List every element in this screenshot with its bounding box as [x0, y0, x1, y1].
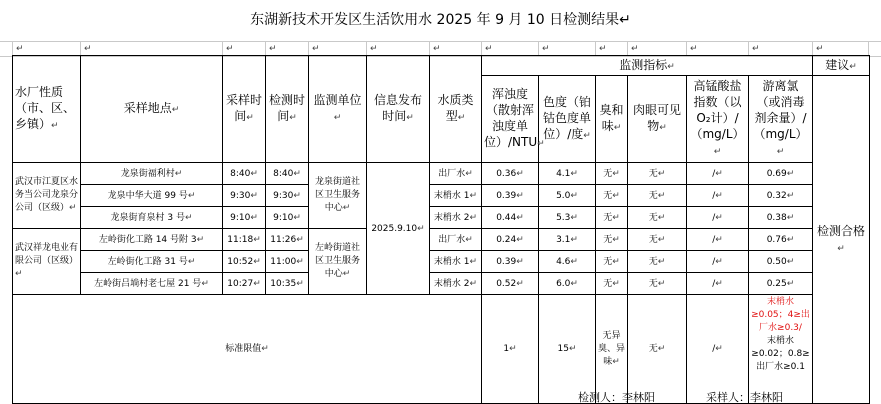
odor-value: 无↵: [596, 251, 628, 273]
standard-color: 15↵: [539, 295, 596, 404]
table-row: [13, 163, 870, 185]
sampling-site: 左岭街吕埫村老七屋 21 号↵: [81, 273, 223, 295]
cod-value: /↵: [687, 251, 749, 273]
water-type: 末梢水 1↵: [430, 251, 482, 273]
color-value: 3.1↵: [539, 229, 596, 251]
color-value: 5.3↵: [539, 207, 596, 229]
color-value: 6.0↵: [539, 273, 596, 295]
visible-value: 无↵: [628, 229, 687, 251]
visible-value: 无↵: [628, 185, 687, 207]
water-type: 出厂水↵: [430, 229, 482, 251]
header-suggestion: 建议↵: [813, 56, 870, 76]
odor-value: 无↵: [596, 163, 628, 185]
odor-value: 无↵: [596, 207, 628, 229]
header-water-type: 水质类型↵: [430, 56, 482, 163]
header-odor: 臭和味↵: [596, 76, 628, 163]
chlorine-value: 0.76↵: [749, 229, 813, 251]
turbidity-value: 0.39↵: [482, 185, 539, 207]
cod-value: /↵: [687, 185, 749, 207]
sampling-time: 8:40↵: [223, 163, 266, 185]
turbidity-value: 0.24↵: [482, 229, 539, 251]
sampling-site: 龙泉中华大道 99 号↵: [81, 185, 223, 207]
header-sampling-time: 采样时间↵: [223, 56, 266, 163]
header-color: 色度（铂钴色度单位）/度↵: [539, 76, 596, 163]
sampling-time: 10:52↵: [223, 251, 266, 273]
header-chlorine: 游离氯（或消毒剂余量）/（mg/L）↵: [749, 76, 813, 163]
sampling-time: 11:18↵: [223, 229, 266, 251]
testing-time: 9:30↵: [266, 185, 309, 207]
header-publish-time: 信息发布时间↵: [367, 56, 430, 163]
odor-value: 无↵: [596, 229, 628, 251]
table-row: [13, 185, 870, 207]
document-title: 东湖新技术开发区生活饮用水 2025 年 9 月 10 日检测结果↵: [250, 12, 631, 28]
sampling-site: 龙泉街福利村↵: [81, 163, 223, 185]
turbidity-value: 0.52↵: [482, 273, 539, 295]
table-row: [13, 207, 870, 229]
sampling-site: 左岭街化工路 14 号附 3↵: [81, 229, 223, 251]
visible-value: 无↵: [628, 163, 687, 185]
suggestion-value: 检测合格↵: [813, 76, 870, 404]
cod-value: /↵: [687, 273, 749, 295]
water-type: 末梢水 1↵: [430, 185, 482, 207]
water-type: 末梢水 2↵: [430, 273, 482, 295]
header-plant-nature: 水厂性质（市、区、乡镇）↵: [13, 56, 81, 163]
color-value: 4.1↵: [539, 163, 596, 185]
header-turbidity: 浑浊度（散射浑浊度单位）/NTU↵: [482, 76, 539, 163]
plant-name: 武汉祥龙电业有限公司（区级）↵: [13, 229, 81, 295]
visible-value: 无↵: [628, 273, 687, 295]
chlorine-value: 0.25↵: [749, 273, 813, 295]
cod-value: /↵: [687, 207, 749, 229]
table-row: [13, 229, 870, 251]
testing-time: 10:35↵: [266, 273, 309, 295]
water-quality-table: [12, 55, 870, 404]
turbidity-value: 0.44↵: [482, 207, 539, 229]
water-type: 末梢水 2↵: [430, 207, 482, 229]
chlorine-value: 0.69↵: [749, 163, 813, 185]
header-visible: 肉眼可见物↵: [628, 76, 687, 163]
odor-value: 无↵: [596, 273, 628, 295]
color-value: 5.0↵: [539, 185, 596, 207]
water-type: 出厂水↵: [430, 163, 482, 185]
standard-cod: /↵: [687, 295, 749, 404]
cod-value: /↵: [687, 163, 749, 185]
sampling-site: 左岭街化工路 31 号↵: [81, 251, 223, 273]
standard-chlorine-black: 末梢水≥0.02；0.8≥出厂水≥0.1: [751, 336, 810, 372]
header-indicators-group: 监测指标↵: [482, 56, 813, 76]
chlorine-value: 0.50↵: [749, 251, 813, 273]
testing-time: 11:26↵: [266, 229, 309, 251]
standard-turbidity: 1↵: [482, 295, 539, 404]
standard-chlorine-red: 末梢水≥0.05；4≥出厂水≥0.3/: [751, 297, 810, 333]
odor-value: 无↵: [596, 185, 628, 207]
publish-date: 2025.9.10↵: [367, 163, 430, 295]
testing-time: 11:00↵: [266, 251, 309, 273]
sampling-time: 9:30↵: [223, 185, 266, 207]
testing-time: 9:10↵: [266, 207, 309, 229]
color-value: 4.6↵: [539, 251, 596, 273]
header-sampling-site: 采样地点↵: [81, 56, 223, 163]
visible-value: 无↵: [628, 207, 687, 229]
standard-limit-label: 标准限值↵: [13, 295, 482, 404]
sampling-time: 10:27↵: [223, 273, 266, 295]
empty-table-row-strip: ↵ ↵ ↵ ↵ ↵ ↵ ↵ ↵ ↵ ↵ ↵ ↵ ↵ ↵: [0, 41, 881, 57]
table-row: [13, 273, 870, 295]
turbidity-value: 0.36↵: [482, 163, 539, 185]
standard-visible: 无↵: [628, 295, 687, 404]
visible-value: 无↵: [628, 251, 687, 273]
standard-limit-row: [13, 295, 870, 404]
header-cod: 高锰酸盐指数（以O₂计）/（mg/L）↵: [687, 76, 749, 163]
cod-value: /↵: [687, 229, 749, 251]
turbidity-value: 0.39↵: [482, 251, 539, 273]
table-row: [13, 251, 870, 273]
tester-signature: 检测人：李林阳: [578, 391, 655, 404]
monitoring-unit: 左岭街道社区卫生服务中心↵: [309, 229, 367, 295]
testing-time: 8:40↵: [266, 163, 309, 185]
standard-chlorine: [749, 295, 813, 404]
header-testing-time: 检测时间↵: [266, 56, 309, 163]
header-monitoring-unit: 监测单位↵: [309, 56, 367, 163]
sampling-time: 9:10↵: [223, 207, 266, 229]
standard-odor: 无异臭、异味↵: [596, 295, 628, 404]
chlorine-value: 0.32↵: [749, 185, 813, 207]
sampler-signature: 采样人：李林阳: [706, 391, 783, 404]
chlorine-value: 0.38↵: [749, 207, 813, 229]
sampling-site: 龙泉街育泉村 3 号↵: [81, 207, 223, 229]
plant-name: 武汉市江夏区水务当公司龙泉分公司（区级）↵: [13, 163, 81, 229]
monitoring-unit: 龙泉街道社区卫生服务中心↵: [309, 163, 367, 229]
